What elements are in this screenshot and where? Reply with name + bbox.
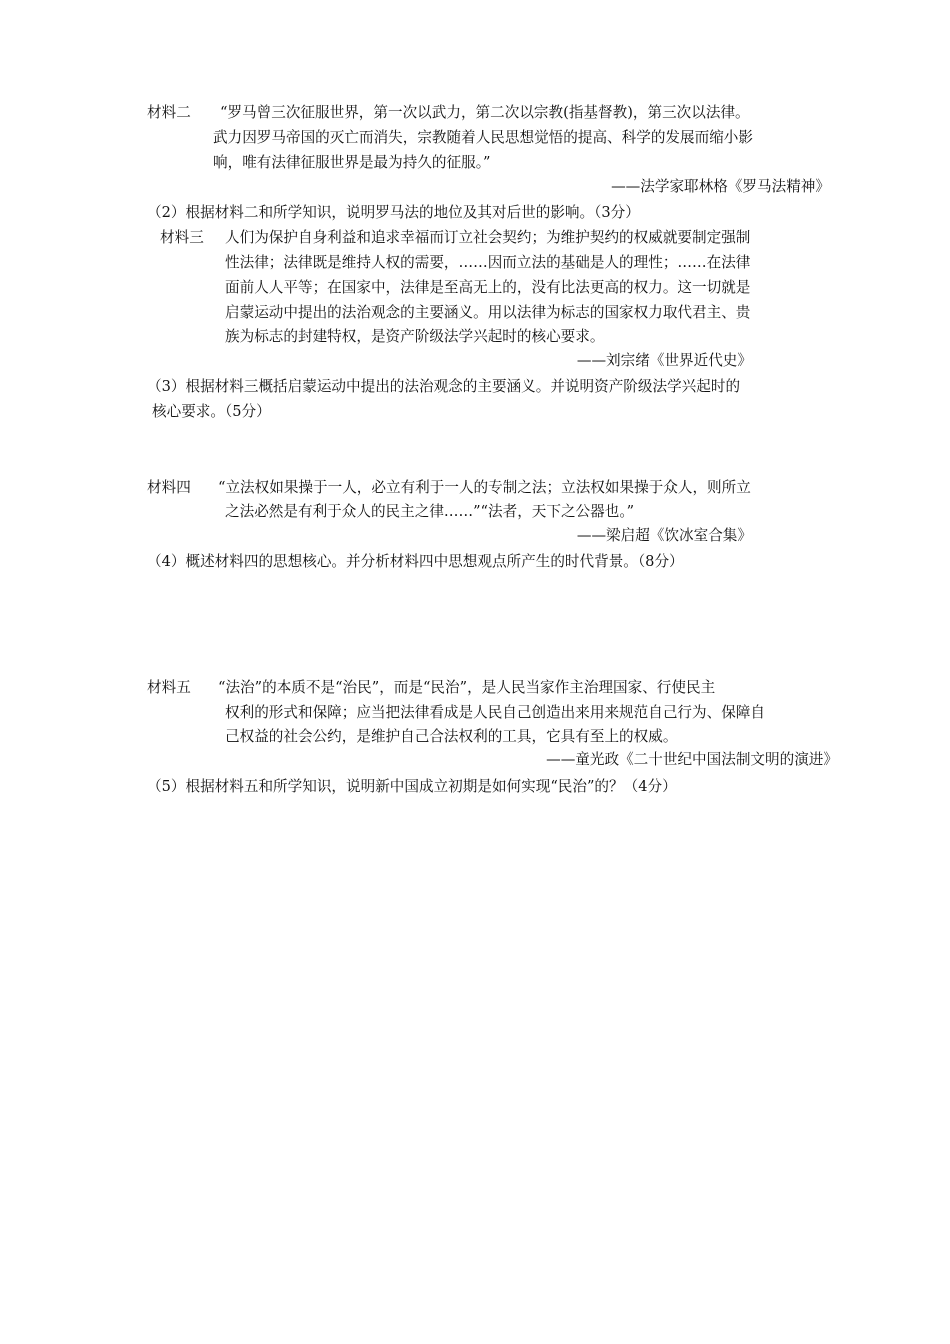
question-4: （4）概述材料四的思想核心。并分析材料四中思想观点所产生的时代背景。（8分） bbox=[147, 553, 684, 570]
question-2: （2）根据材料二和所学知识，说明罗马法的地位及其对后世的影响。（3分） bbox=[147, 204, 640, 221]
material-4-line: 之法必然是有利于众人的民主之律……”“法者，天下之公器也。” bbox=[225, 503, 635, 520]
question-3: （3）根据材料三概括启蒙运动中提出的法治观念的主要涵义。并说明资产阶级法学兴起时的 bbox=[147, 378, 741, 395]
question-3: 核心要求。（5分） bbox=[152, 403, 271, 420]
material-2-label: 材料二 bbox=[147, 104, 191, 121]
material-5-line: 己权益的社会公约，是维护自己合法权利的工具，它具有至上的权威。 bbox=[225, 728, 678, 745]
material-2-line: 响，唯有法律征服世界是最为持久的征服。” bbox=[213, 154, 491, 171]
material-3-line: 人们为保护自身利益和追求幸福而订立社会契约；为维护契约的权威就要制定强制 bbox=[225, 229, 751, 246]
material-4-line: “立法权如果操于一人，必立有利于一人的专制之法；立法权如果操于众人，则所立 bbox=[218, 479, 751, 496]
material-2-line: 武力因罗马帝国的灭亡而消失，宗教随着人民思想觉悟的提高、科学的发展而缩小影 bbox=[213, 129, 753, 146]
material-3-source: ——刘宗绪《世界近代史》 bbox=[576, 352, 752, 369]
material-2-source: ——法学家耶林格《罗马法精神》 bbox=[611, 178, 830, 195]
material-5-line: “法治”的本质不是“治民”，而是“民治”，是人民当家作主治理国家、行使民主 bbox=[218, 679, 716, 696]
material-3-line: 性法律；法律既是维持人权的需要，……因而立法的基础是人的理性；……在法律 bbox=[225, 254, 751, 271]
material-5-label: 材料五 bbox=[147, 679, 191, 696]
material-3-line: 启蒙运动中提出的法治观念的主要涵义。用以法律为标志的国家权力取代君主、贵 bbox=[225, 304, 751, 321]
material-2-line: “罗马曾三次征服世界，第一次以武力，第二次以宗教(指基督教)，第三次以法律。 bbox=[220, 104, 750, 121]
material-5-line: 权利的形式和保障；应当把法律看成是人民自己创造出来用来规范自己行为、保障自 bbox=[225, 704, 765, 721]
question-5: （5）根据材料五和所学知识，说明新中国成立初期是如何实现“民治”的？（4分） bbox=[147, 778, 677, 795]
material-3-label: 材料三 bbox=[160, 229, 204, 246]
material-3-line: 族为标志的封建特权，是资产阶级法学兴起时的核心要求。 bbox=[225, 328, 605, 345]
material-3-line: 面前人人平等；在国家中，法律是至高无上的，没有比法更高的权力。这一切就是 bbox=[225, 279, 751, 296]
material-5-source: ——童光政《二十世纪中国法制文明的演进》 bbox=[546, 751, 838, 768]
material-4-label: 材料四 bbox=[147, 479, 191, 496]
material-4-source: ——梁启超《饮冰室合集》 bbox=[576, 527, 752, 544]
